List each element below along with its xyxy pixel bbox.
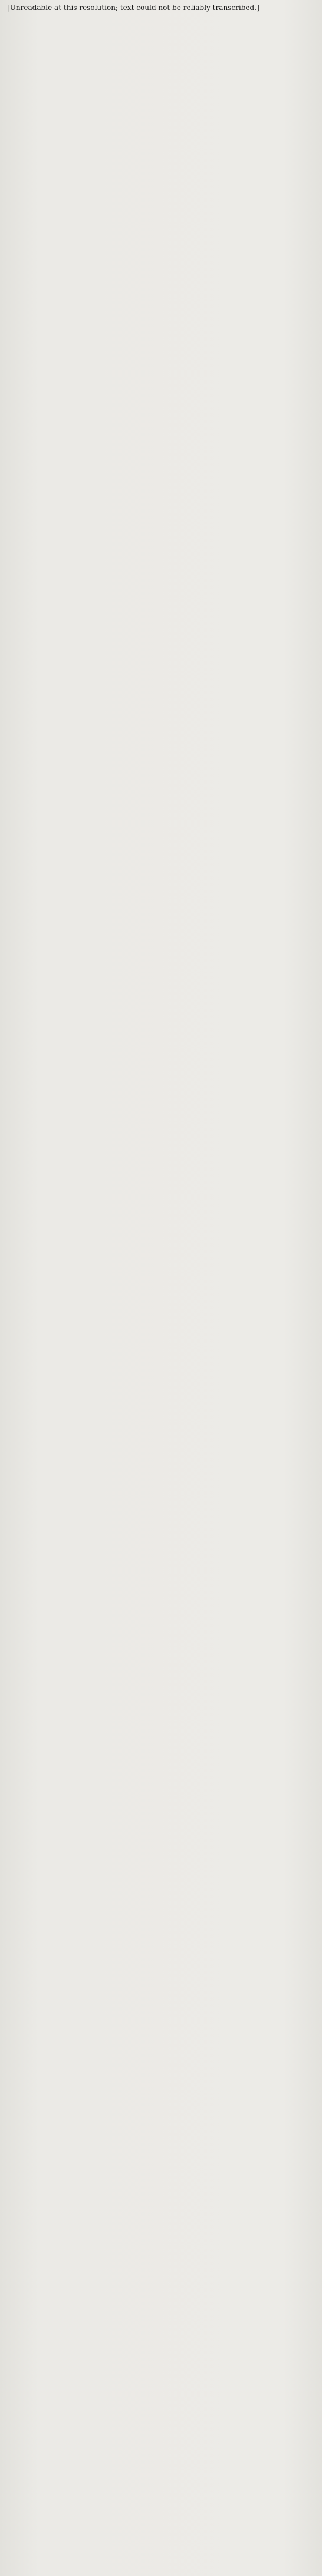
article-paragraph: [Unreadable at this resolution; text could not be reliably transcribed.] xyxy=(7,4,259,12)
article-column xyxy=(7,4,315,2571)
